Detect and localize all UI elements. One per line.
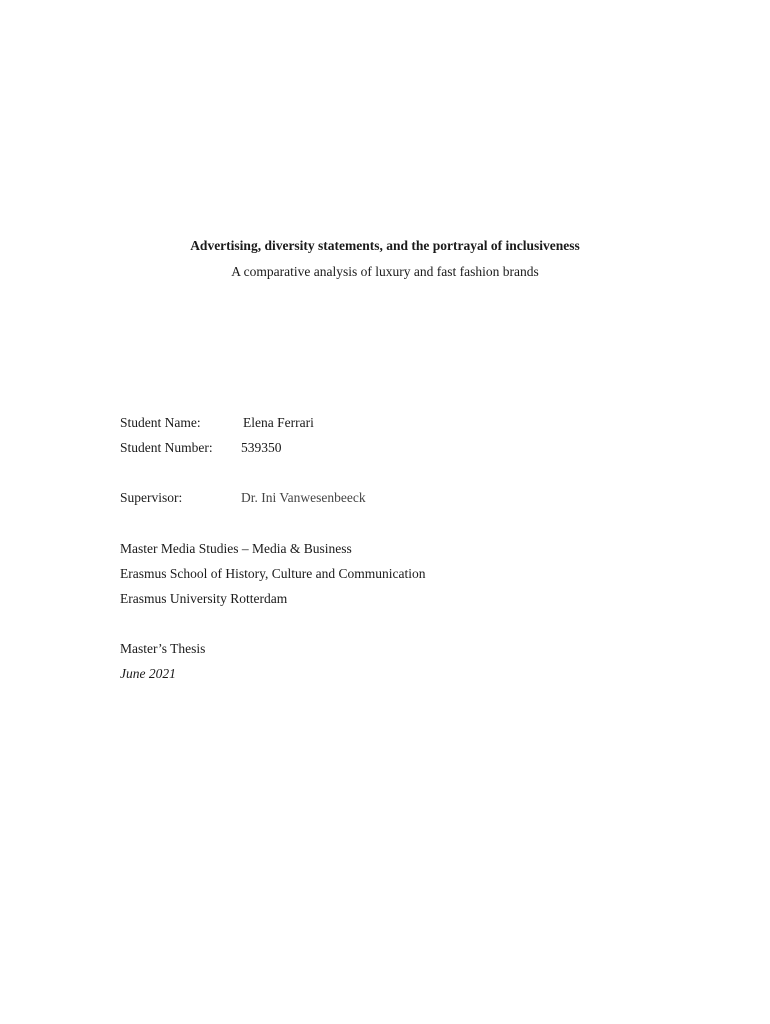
- thesis-title: Advertising, diversity statements, and the portrayal of inclusiveness: [190, 238, 580, 253]
- school-line: Erasmus School of History, Culture and Communication: [120, 566, 426, 581]
- student-name-row: [120, 413, 314, 433]
- student-number-label: Student Number:: [120, 440, 213, 455]
- thesis-date-line: June 2021: [120, 666, 176, 681]
- supervisor-row: [120, 488, 366, 508]
- thesis-subtitle: A comparative analysis of luxury and fast fashion brands: [231, 264, 539, 279]
- supervisor-value: Dr. Ini Vanwesenbeeck: [241, 490, 366, 505]
- student-number-value: 539350: [241, 440, 282, 455]
- student-name-value: Elena Ferrari: [243, 415, 314, 430]
- supervisor-label: Supervisor:: [120, 490, 183, 505]
- student-name-label: Student Name:: [120, 415, 201, 430]
- student-number-row: [120, 438, 282, 458]
- university-line: Erasmus University Rotterdam: [120, 591, 288, 606]
- programme-line: Master Media Studies – Media & Business: [120, 541, 352, 556]
- thesis-type-line: Master’s Thesis: [120, 641, 206, 656]
